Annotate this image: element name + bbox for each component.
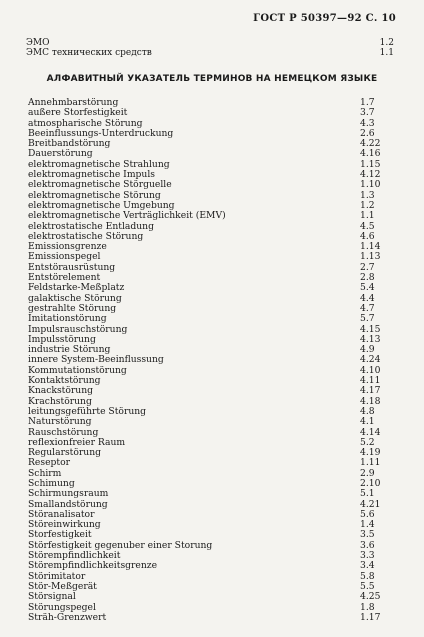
entry-ref: 4.4 [360, 292, 375, 304]
entry-term: Naturstörung [28, 416, 92, 428]
entry-ref: 4.11 [360, 375, 381, 387]
entry-ref: 2.9 [360, 467, 375, 479]
entry-term: elektromagnetische Störguelle [28, 179, 172, 191]
entry-term: Impulsstörung [28, 333, 96, 345]
entry-term: elektromagnetische Strahlung [28, 158, 170, 170]
entry-term: Störempfindlichkeit [28, 550, 121, 562]
entry-term: industrie Störung [28, 344, 111, 356]
entry-term: Störungspegel [28, 601, 96, 613]
entry-term: Knackstörung [28, 385, 94, 397]
entry-ref: 4.10 [360, 364, 381, 376]
entry-ref: 1.2 [360, 199, 375, 211]
entry-ref: 5.5 [360, 580, 375, 592]
entry-term: Regularstörung [28, 447, 102, 459]
entry-term: Schirmungsraum [28, 488, 109, 500]
entry-ref: 4.9 [360, 344, 375, 356]
top-entries [26, 38, 394, 58]
entry-ref: 1.3 [360, 189, 375, 201]
index-row [28, 592, 394, 602]
entry-term: Störfestigkeit gegenuber einer Storung [28, 539, 213, 551]
entry-ref: 4.7 [360, 302, 375, 314]
entry-ref: 4.25 [360, 591, 381, 603]
entry-term: Kommutationstörung [28, 364, 127, 376]
index-row [28, 582, 394, 592]
entry-term: außere Storfestigkeit [28, 107, 128, 119]
entry-term: reflexionfreier Raum [28, 436, 126, 448]
entry-term: Störsignal [28, 591, 76, 603]
entry-ref: 4.8 [360, 405, 375, 417]
entry-term: innere System-Beeinflussung [28, 354, 164, 366]
entry-ref: 2.7 [360, 261, 375, 273]
entry-term: Breitbandstörung [28, 138, 111, 150]
list-item [26, 38, 394, 48]
entry-term: ЭМО [26, 38, 50, 48]
entry-ref: 5.7 [360, 313, 375, 325]
entry-term: Rauschstörung [28, 426, 99, 438]
index-row [28, 469, 394, 479]
index-row [28, 613, 394, 623]
entry-term: elektromagnetische Störung [28, 189, 161, 201]
entry-ref: 4.16 [360, 148, 381, 160]
entry-ref: 5.4 [360, 282, 375, 294]
entry-ref: 4.1 [360, 416, 375, 428]
entry-term: leitungsgeführte Störung [28, 405, 147, 417]
entry-ref: 4.21 [360, 498, 381, 510]
entry-ref: 1.2 [379, 38, 394, 48]
entry-term: elektrostatische Entladung [28, 220, 154, 232]
entry-term: Emissionsgrenze [28, 241, 107, 253]
entry-ref: 1.4 [360, 519, 375, 531]
page-header: ГОСТ Р 50397—92 С. 10 [253, 13, 396, 24]
entry-ref: 1.8 [360, 601, 375, 613]
entry-ref: 4.24 [360, 354, 381, 366]
entry-ref: 4.13 [360, 333, 381, 345]
entry-term: elektrostatische Störung [28, 230, 144, 242]
entry-term: elektromagnetische Impuls [28, 169, 155, 181]
entry-ref: 3.6 [360, 539, 375, 551]
entry-ref: 2.10 [360, 477, 381, 489]
entry-term: Störanalisator [28, 508, 95, 520]
entry-term: atmospharische Störung [28, 117, 143, 129]
entry-term: Beeinflussungs-Unterdruckung [28, 127, 174, 139]
entry-ref: 4.22 [360, 138, 381, 150]
entry-term: Entstörelement [28, 272, 101, 284]
entry-term: Dauerstörung [28, 148, 93, 160]
entry-term: Smallandstörung [28, 498, 108, 510]
entry-ref: 3.7 [360, 107, 375, 119]
entry-term: Störeinwirkung [28, 519, 101, 531]
entry-ref: 4.14 [360, 426, 381, 438]
entry-ref: 1.13 [360, 251, 381, 263]
entry-term: Kontaktstörung [28, 375, 101, 387]
entry-term: Feldstarke-Meßplatz [28, 282, 125, 294]
entry-term: Sträh-Grenzwert [28, 611, 107, 623]
entry-ref: 5.8 [360, 570, 375, 582]
entry-ref: 5.1 [360, 488, 375, 500]
entry-ref: 4.19 [360, 447, 381, 459]
index-row [28, 314, 394, 324]
entry-term: galaktische Störung [28, 292, 122, 304]
entry-term: Störimitator [28, 570, 86, 582]
term-index [28, 98, 394, 623]
entry-term: Krachstörung [28, 395, 92, 407]
entry-ref: 4.6 [360, 230, 375, 242]
list-item [26, 48, 394, 58]
entry-term: ЭМС технических средств [26, 48, 152, 58]
entry-ref: 1.1 [379, 48, 394, 58]
entry-term: Stör-Meßgerät [28, 580, 97, 592]
entry-term: Storfestigkeit [28, 529, 92, 541]
entry-ref: 4.17 [360, 385, 381, 397]
entry-ref: 3.4 [360, 560, 375, 572]
entry-ref: 3.5 [360, 529, 375, 541]
entry-term: Schirm [28, 467, 62, 479]
entry-ref: 4.15 [360, 323, 381, 335]
entry-term: Imitationstörung [28, 313, 107, 325]
section-title: АЛФАВИТНЫЙ УКАЗАТЕЛЬ ТЕРМИНОВ НА НЕМЕЦКОМ ЯЗЫКЕ [46, 74, 378, 84]
entry-ref: 4.5 [360, 220, 375, 232]
entry-term: Reseptor [28, 457, 71, 469]
entry-term: elektromagnetische Umgebung [28, 199, 175, 211]
entry-term: elektromagnetische Verträglichkeit (EMV) [28, 210, 226, 222]
index-row [28, 458, 394, 468]
entry-ref: 5.2 [360, 436, 375, 448]
entry-ref: 2.6 [360, 127, 375, 139]
index-row [28, 448, 394, 458]
entry-ref: 1.11 [360, 457, 381, 469]
entry-term: Annehmbarstörung [28, 97, 119, 108]
entry-ref: 2.8 [360, 272, 375, 284]
entry-term: Schimung [28, 477, 75, 489]
entry-term: Impulsrauschstörung [28, 323, 128, 335]
entry-term: Emissionspegel [28, 251, 101, 263]
entry-ref: 4.3 [360, 117, 375, 129]
entry-term: Entstörausrüstung [28, 261, 116, 273]
entry-ref: 1.10 [360, 179, 381, 191]
entry-ref: 4.18 [360, 395, 381, 407]
entry-term: gestrahlte Störung [28, 302, 117, 314]
entry-ref: 1.17 [360, 611, 381, 623]
entry-term: Störempfindlichkeitsgrenze [28, 560, 158, 572]
index-row [28, 417, 394, 427]
entry-ref: 3.3 [360, 550, 375, 562]
entry-ref: 1.1 [360, 210, 375, 222]
entry-ref: 1.7 [360, 97, 375, 108]
entry-ref: 5.6 [360, 508, 375, 520]
entry-ref: 4.12 [360, 169, 381, 181]
entry-ref: 1.14 [360, 241, 381, 253]
entry-ref: 1.15 [360, 158, 381, 170]
